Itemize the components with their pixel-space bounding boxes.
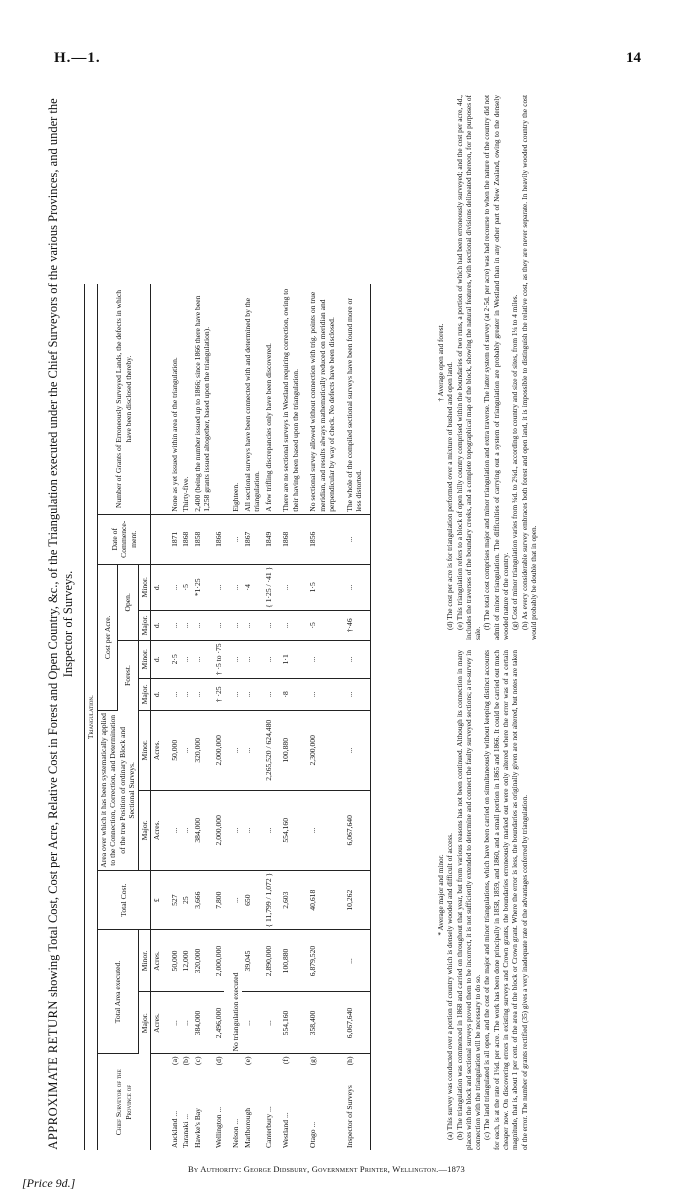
unit-cell: d. <box>151 640 163 678</box>
title-lead: APPROXIMATE RETURN <box>46 1000 60 1150</box>
cell-amin: ... <box>338 710 371 790</box>
row-ref: (c) <box>192 1056 202 1065</box>
cell-fmin: 1·1 <box>274 640 301 678</box>
cell-cost: 650 <box>242 870 263 930</box>
col-grants: Number of Grants of Erroneously Surveyed Lands, the defects in which have been disclosed thereby. <box>97 284 151 514</box>
footnote: (e) This triangulation refers to a block of open hilly country comprised within the boundaries of two runs, a portion of which had been erroneously surveyed; and the cost per acre, 4d., includes the traverses of the boundary creeks, and a complete topographical map of the block, showing the natural features, with sectional divisions delineated thereon, for the purposes of sale. <box>454 95 483 640</box>
footnote: (b) The triangulation was commenced in 1868 and carried on throughout that year, but from various reasons has not been continued. Although its connection in many places with the block and sectional surveys proved them to be incorrect, it is not sufficiently extended to determine and connect the faulty surveyed sections; a re-survey in connection with the triangulation will be necessary to do so. <box>454 650 483 1150</box>
col-forest: Forest. <box>118 640 139 710</box>
cell-tmin: 12,000 <box>180 930 192 992</box>
title-rest: showing Total Cost, Cost per Acre, Relative Cost in Forest and Open Country, &c., of the Triangulation executed under the Chief Surveyors of the various Provinces, and under the Inspector of Surveys. <box>46 98 75 997</box>
cell-date: 1858 <box>192 514 213 564</box>
table-row <box>224 284 242 1150</box>
cell-omaj: ... <box>274 610 301 640</box>
col-open: Open. <box>118 564 139 640</box>
cell-omaj: ... <box>242 610 263 640</box>
cell-fmin: ... <box>338 640 371 678</box>
footnote: * Average major and minor. <box>436 854 445 936</box>
table-row <box>213 284 225 1150</box>
cell-grants: 2,400 (being the number issued up to 1866; since 1866 there have been 1,258 grants issued altogether, based upon the triangulation). <box>192 284 213 514</box>
cell-amin: ... <box>180 710 192 790</box>
col-total-area: Total Area executed. <box>97 930 138 1054</box>
row-ref: (b) <box>181 1056 190 1066</box>
table-row <box>274 284 301 1150</box>
row-ref: (g) <box>308 1056 317 1066</box>
col-total-cost: Total Cost. <box>97 870 151 930</box>
col-cost-per-acre: Cost per Acre. <box>97 564 118 710</box>
cell-date: 1866 <box>213 514 225 564</box>
triangulation-table <box>84 284 371 1150</box>
rotated-page-content <box>44 54 624 1164</box>
cell-amin: 2,000,000 <box>213 710 225 790</box>
table-row <box>192 284 213 1150</box>
cell-fmin: ... <box>224 640 242 678</box>
price-label: [Price 9d.] <box>22 1176 76 1190</box>
cell-omin: ... <box>213 564 225 610</box>
col-province: Chief Surveyor of the Province of <box>97 1054 151 1150</box>
table-row <box>338 284 371 1150</box>
cell-omin: { 1·25 / ·41 } <box>263 564 275 610</box>
cell-grants: There are no sectional surveys in Westland requiring correction, owing to their having been based upon the triangulation. <box>274 284 301 514</box>
cell-date: 1868 <box>180 514 192 564</box>
table-row <box>180 284 192 1150</box>
cell-tmin: 50,000 <box>163 930 181 992</box>
cell-cost: 2,603 <box>274 870 301 930</box>
cell-date: 1856 <box>301 514 338 564</box>
cell-tmin: 2,000,000 <box>213 930 225 992</box>
cell-name: Otago ... (g) <box>308 1056 317 1148</box>
units-row <box>151 284 163 1150</box>
cell-omin: ... <box>224 564 242 610</box>
table-row <box>163 284 181 1150</box>
footnote: (h) As every considerable survey embraces both forest and open land, it is impossible to distinguish the relative cost, as they are never separate. In heavily wooded country the cost would probably be double that in open. <box>519 95 538 640</box>
cell-name: Wellington ... (d) <box>213 1056 223 1148</box>
cell-omaj: ... <box>192 610 213 640</box>
col-open-major: Major. <box>138 610 151 640</box>
row-ref: (h) <box>344 1056 354 1066</box>
unit-cell: d. <box>151 678 163 710</box>
cell-omin: ·4 <box>242 564 263 610</box>
cell-amaj: ... <box>263 790 275 870</box>
page-series-label: H.—1. <box>54 50 101 66</box>
cell-tmaj: 2,496,000 <box>213 992 225 1054</box>
cell-fmaj: ... <box>192 678 213 710</box>
footnote: (c) The land triangulated is all open, and the cost of the major and minor triangulations, which have been carried on simultaneously without keeping distinct accounts for each, is at the rate of 1¼d. per acre. The work has been done principally in 1858, 1859, and 1860, and a small portion in 1865 and 1866. It could be carried out much cheaper now. On discovering errors in existing surveys and Crown grants, the boundaries erroneously marked out were only altered where the error was of a certain magnitude, that is, about 1 per cent. of the area of the block or Crown grant. Where the error is less, the boundaries as originally given are not altered, but notes are taken of the error. The number of grants rectified (35) gives a very inadequate rate of the advantages conferred by triangulation. <box>482 650 529 1150</box>
unit-cell: Acres. <box>151 992 163 1054</box>
cell-amaj: ... <box>180 790 192 870</box>
unit-cell: £ <box>151 870 163 930</box>
cell-amin: ... <box>224 710 242 790</box>
cell-date: 1867 <box>242 514 263 564</box>
cell-omaj: †·46 <box>338 610 371 640</box>
cell-omin: ·5 <box>180 564 192 610</box>
cell-omaj: ... <box>213 610 225 640</box>
cell-name: Nelson ... <box>231 1118 240 1148</box>
cell-omaj: ... <box>180 610 192 640</box>
col-total-minor: Minor. <box>138 930 151 992</box>
cell-date: ... <box>224 514 242 564</box>
footnote: (d) The cost per acre is for triangulation performed over a mixture of bushed and open land. <box>445 362 455 630</box>
cell-amaj: 6,067,640 <box>338 790 371 870</box>
cell-amaj: 554,160 <box>274 790 301 870</box>
cell-tmin: 6,879,520 <box>301 930 338 992</box>
section-heading: Triangulation. <box>85 284 98 1150</box>
footnote: † Average open and forest. <box>436 323 445 402</box>
cell-grants: No sectional survey allowed without connection with trig. points on true meridian, and results always mathematically reduced on meridian and perpendicular by way of check. No defects have been disclosed. <box>301 284 338 514</box>
cell-tmaj: 384,000 <box>192 992 213 1054</box>
cell-cost: ... <box>224 870 242 930</box>
cell-name: Hawke's Bay (c) <box>192 1056 202 1148</box>
col-forest-major: Major. <box>138 678 151 710</box>
cell-grants: All sectional surveys have been connected with and determined by the triangulation. <box>242 284 263 514</box>
page-number: 14 <box>626 50 641 66</box>
col-area-applied: Area over which it has been systematically applied to the Connection, Correction, and Determination of the true Position of ordinary Block and Sectional Surveys. <box>97 710 138 870</box>
cell-grants: The whole of the compiled sectional surveys have been found more or less distorted. <box>338 284 371 514</box>
cell-fmin: ... <box>301 640 338 678</box>
cell-fmaj: ... <box>224 678 242 710</box>
cell-amaj: ... <box>242 790 263 870</box>
cell-amin: ... <box>242 710 263 790</box>
cell-date: 1849 <box>263 514 275 564</box>
table-body <box>163 284 371 1150</box>
cell-tmin: 100,880 <box>274 930 301 992</box>
cell-name: Taranaki ... (b) <box>181 1056 190 1148</box>
row-ref: (e) <box>242 1056 252 1065</box>
table-row <box>263 284 275 1150</box>
cell-name: Canterbury ... <box>263 1106 273 1148</box>
cell-tmaj: No triangulation executed <box>224 930 242 1054</box>
cell-cost: 10,262 <box>338 870 371 930</box>
cell-fmaj: † ·25 <box>213 678 225 710</box>
cell-fmaj: ... <box>338 678 371 710</box>
cell-fmaj: ... <box>163 678 181 710</box>
cell-omaj: ... <box>163 610 181 640</box>
cell-cost: 527 <box>163 870 181 930</box>
cell-grants: Thirty-five. <box>180 284 192 514</box>
cell-name: Marlborough (e) <box>242 1056 252 1148</box>
cell-cost: 7,800 <box>213 870 225 930</box>
table-row <box>301 284 338 1150</box>
cell-fmaj: ... <box>263 678 275 710</box>
cell-tmin: 2,890,000 <box>263 930 275 992</box>
cell-tmin: 39,045 <box>242 930 263 992</box>
cell-cost: { 11,799 / 1,072 } <box>263 870 275 930</box>
printer-imprint: By Authority: George Didsbury, Government Printer, Wellington.—1873 <box>188 1164 465 1174</box>
cell-tmaj: ... <box>242 992 263 1054</box>
cell-omin: *1·25 <box>192 564 213 610</box>
footnotes-right <box>436 95 538 640</box>
cell-fmaj: ... <box>180 678 192 710</box>
cell-fmin: 2·5 <box>163 640 181 678</box>
cell-amaj: ... <box>163 790 181 870</box>
cell-tmaj: 358,400 <box>301 992 338 1054</box>
cell-amin: 2,265,520 / 624,480 <box>263 710 275 790</box>
cell-name: Westland ... (f) <box>281 1056 290 1148</box>
cell-fmin: † ·5 to ·75 <box>213 640 225 678</box>
col-applied-major: Major. <box>138 790 151 870</box>
unit-cell: d. <box>151 610 163 640</box>
cell-fmin: ... <box>263 640 275 678</box>
cell-grants <box>213 284 225 514</box>
cell-amaj: 2,000,000 <box>213 790 225 870</box>
cell-fmin: ... <box>192 640 213 678</box>
cell-fmin: ... <box>180 640 192 678</box>
cell-amin: 100,880 <box>274 710 301 790</box>
cell-omin: 1·5 <box>301 564 338 610</box>
cell-tmaj: 6,067,640 <box>338 992 371 1054</box>
row-ref: (d) <box>213 1056 223 1066</box>
cell-fmin: ... <box>242 640 263 678</box>
cell-omin: ... <box>338 564 371 610</box>
cell-name: Inspector of Surveys (h) <box>338 1054 371 1150</box>
unit-cell: Acres. <box>151 710 163 790</box>
cell-omaj: ... <box>263 610 275 640</box>
footnote: (a) This survey was conducted over a portion of country which is densely wooded and difficult of access. <box>445 833 455 1140</box>
unit-cell: d. <box>151 564 163 610</box>
cell-grants: None as yet issued within area of the triangulation. <box>163 284 181 514</box>
cell-cost: 3,666 <box>192 870 213 930</box>
col-date: Date of Commence-ment. <box>97 514 151 564</box>
cell-amaj: ... <box>224 790 242 870</box>
cell-tmin: ... <box>338 930 371 992</box>
cell-tmin: 320,000 <box>192 930 213 992</box>
col-total-major: Major. <box>138 992 151 1054</box>
col-applied-minor: Minor. <box>138 710 151 790</box>
cell-omin: ... <box>163 564 181 610</box>
cell-amin: 2,300,000 <box>301 710 338 790</box>
unit-cell: Acres. <box>151 930 163 992</box>
col-open-minor: Minor. <box>138 564 151 610</box>
cell-grants: Eighteen. <box>224 284 242 514</box>
cell-name: Auckland ... (a) <box>169 1056 179 1148</box>
cell-tmaj: 554,160 <box>274 992 301 1054</box>
footnote: (f) The total cost comprises major and minor triangulation and extra traverse. The latter system of survey (at 2·5d. per acre) was had recourse to when the nature of the country did not admit of minor triangulation. The difficulties of carrying out a system of triangulation are probably greater in Westland than in any other part of New Zealand, owing to the densely wooded nature of the country. <box>482 95 511 640</box>
cell-cost: 25 <box>180 870 192 930</box>
row-ref: (f) <box>281 1056 290 1065</box>
cell-date: ... <box>338 514 371 564</box>
cell-fmaj: ... <box>242 678 263 710</box>
cell-omin: ... <box>274 564 301 610</box>
cell-omaj: ·5 <box>301 610 338 640</box>
table-row <box>242 284 263 1150</box>
cell-tmaj: ... <box>180 992 192 1054</box>
cell-tmaj: ... <box>263 992 275 1054</box>
row-ref: (a) <box>169 1056 179 1065</box>
cell-date: 1871 <box>163 514 181 564</box>
unit-cell: Acres. <box>151 790 163 870</box>
cell-omaj: ... <box>224 610 242 640</box>
cell-cost: 40,618 <box>301 870 338 930</box>
cell-tmaj: ... <box>163 992 181 1054</box>
cell-grants: A few trifling discrepancies only have been discovered. <box>263 284 275 514</box>
cell-amaj: 384,000 <box>192 790 213 870</box>
footnotes-left <box>436 650 529 1150</box>
cell-amin: 50,000 <box>163 710 181 790</box>
cell-amin: 320,000 <box>192 710 213 790</box>
page-title <box>46 84 76 1164</box>
col-forest-minor: Minor. <box>138 640 151 678</box>
cell-fmaj: ·8 <box>274 678 301 710</box>
footnote: (g) Cost of minor triangulation varies from ¾d. to 2¼d., according to country and size of sites, from 1¼ to 4 miles. <box>510 294 520 630</box>
cell-date: 1868 <box>274 514 301 564</box>
cell-amaj: ... <box>301 790 338 870</box>
cell-fmaj: ... <box>301 678 338 710</box>
